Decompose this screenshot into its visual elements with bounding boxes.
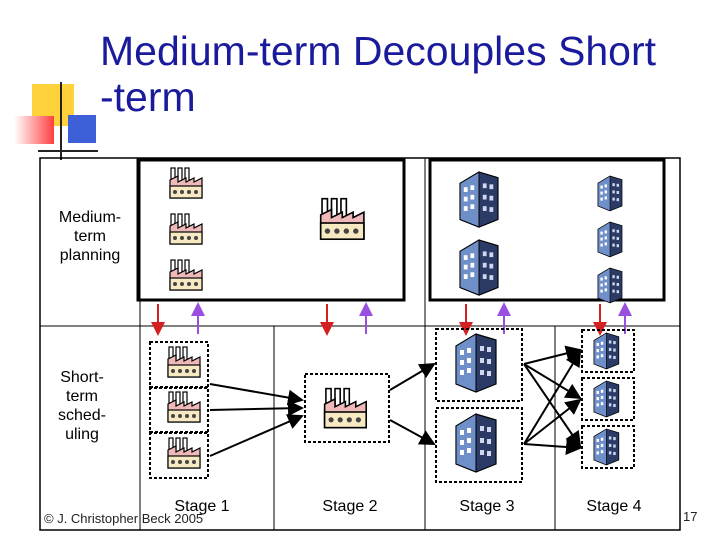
flow-arrow [524, 352, 580, 444]
stage-label-2: Stage 2 [322, 498, 378, 515]
flow-arrow [390, 420, 434, 444]
factory-icon [170, 260, 202, 290]
short-term-scheduling-label [42, 368, 122, 444]
title-line-1: Medium-term Decouples Short [100, 28, 656, 74]
medium-label-line-3: planning [59, 247, 121, 264]
office-building-icon [598, 268, 622, 303]
factory-icon [168, 347, 200, 377]
office-building-icon [594, 333, 619, 369]
page-number: 17 [683, 509, 698, 524]
office-building-icon [598, 222, 622, 257]
stage-label-4: Stage 4 [586, 498, 642, 515]
short-label-line-1: Short- [60, 369, 104, 386]
office-building-icon [456, 334, 496, 392]
factory-icon [168, 438, 200, 468]
office-building-icon [594, 429, 619, 465]
factory-icon [325, 389, 367, 428]
flow-arrow [210, 416, 302, 456]
title-line-2: -term [100, 74, 196, 120]
factory-icon [321, 199, 364, 240]
flow-arrow [390, 364, 434, 390]
flow-arrow [210, 384, 302, 400]
factory-icon [170, 214, 202, 244]
flow-arrow [210, 408, 302, 410]
flow-arrow [524, 364, 580, 398]
office-building-icon [456, 414, 496, 472]
office-building-icon [594, 381, 619, 417]
medium-label-line-2: term [74, 228, 106, 245]
copyright-text: © J. Christopher Beck 2005 [44, 511, 204, 526]
flow-arrow [524, 364, 580, 446]
factory-icon [168, 392, 200, 422]
stage-label-3: Stage 3 [459, 498, 515, 515]
flow-arrow [524, 444, 580, 448]
short-label-line-2: term [66, 388, 98, 405]
office-building-icon [598, 176, 622, 211]
stage-label-1: Stage 1 [174, 498, 230, 515]
medium-label-line-1: Medium- [58, 209, 122, 226]
office-building-icon [460, 172, 498, 227]
short-label-line-4: uling [65, 426, 99, 443]
short-label-line-3: sched- [57, 407, 107, 424]
office-building-icon [460, 240, 498, 295]
flow-arrow [524, 350, 580, 364]
medium-term-planning-label [42, 208, 138, 265]
factory-icon [170, 168, 202, 198]
